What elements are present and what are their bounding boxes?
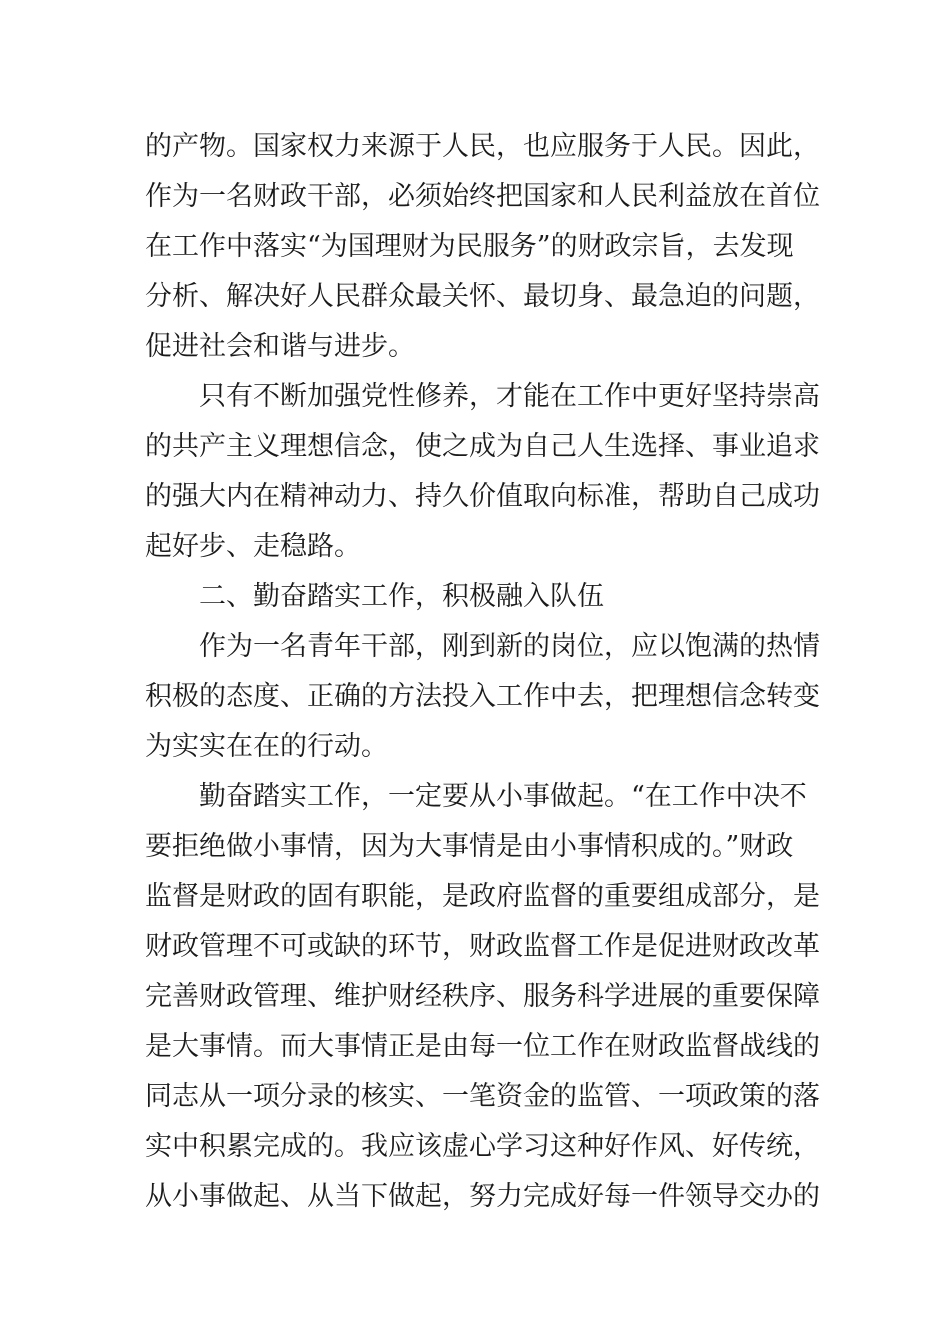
paragraph-first-line: 作为一名青年干部，刚到新的岗位，应以饱满的热情 [199,631,820,662]
text-line: 从小事做起、从当下做起，努力完成好每一件领导交办的 [145,1181,820,1212]
text-line: 的共产主义理想信念，使之成为自己人生选择、事业追求 [145,431,820,462]
text-line: 完善财政管理、维护财经秩序、服务科学进展的重要保障 [145,981,820,1012]
text-line: 作为一名财政干部，必须始终把国家和人民利益放在首位 [145,181,820,212]
text-line: 在工作中落实“为国理财为民服务”的财政宗旨，去发现 [145,231,794,262]
text-line: 要拒绝做小事情，因为大事情是由小事情积成的。”财政 [145,831,794,862]
text-line: 同志从一项分录的核实、一笔资金的监管、一项政策的落 [145,1081,820,1112]
text-line: 积极的态度、正确的方法投入工作中去，把理想信念转变 [145,681,820,712]
text-line: 为实实在在的行动。 [145,731,388,762]
text-line: 是大事情。而大事情正是由每一位工作在财政监督战线的 [145,1031,820,1062]
text-line: 监督是财政的固有职能，是政府监督的重要组成部分，是 [145,881,820,912]
text-line: 实中积累完成的。我应该虚心学习这种好作风、好传统， [145,1131,820,1162]
paragraph-first-line: 勤奋踏实工作，一定要从小事做起。“在工作中决不 [199,781,807,812]
text-line: 财政管理不可或缺的环节，财政监督工作是促进财政改革 [145,931,820,962]
text-line: 的产物。国家权力来源于人民，也应服务于人民。因此， [145,131,820,162]
text-line: 的强大内在精神动力、持久价值取向标准，帮助自己成功 [145,481,820,512]
document-body [145,122,820,1222]
text-line: 促进社会和谐与进步。 [145,331,415,362]
paragraph-first-line: 只有不断加强党性修养，才能在工作中更好坚持崇高 [199,381,820,412]
section-heading: 二、勤奋踏实工作，积极融入队伍 [199,581,604,612]
text-line: 起好步、走稳路。 [145,531,361,562]
text-line: 分析、解决好人民群众最关怀、最切身、最急迫的问题， [145,281,820,312]
